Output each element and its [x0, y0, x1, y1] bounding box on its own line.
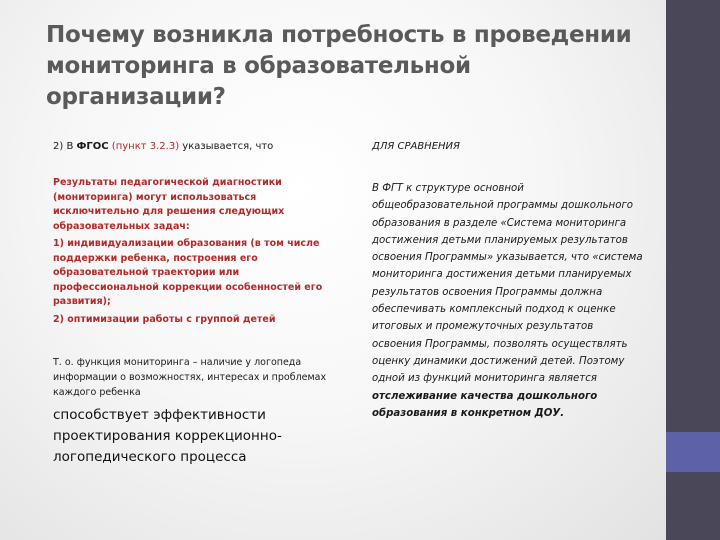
comparison-heading: ДЛЯ СРАВНЕНИЯ	[372, 141, 460, 152]
slide-title: Почему возникла потребность в проведении мониторинга в образовательной организации?	[46, 22, 632, 110]
task-1: 1) индивидуализации образования (в том числе поддержки ребенка, построения его образовательной траектории или профессиональной коррекции особенностей его развития);	[53, 238, 323, 307]
intro-fgos: ФГОС	[76, 141, 109, 152]
comparison-body	[372, 180, 644, 422]
results-intro: Результаты педагогической диагностики (мониторинга) могут использоваться исключительно для решения следующих образовательных задач:	[53, 177, 285, 232]
task-2: 2) оптимизации работы с группой детей	[53, 313, 276, 325]
comparison-body-text: В ФГТ к структуре основной общеобразовательной программы дошкольного образования в разделе «Система мониторинга достижения детьми планируемых результатов освоения Программы» указывается, что «система мониторинга достижения детьми планируемых результатов освоения Программы должна обеспечивать комплексный подход к оценке итоговых и промежуточных результатов освоения Программы, позволять осуществлять оценку динамики достижений детей. Поэтому одной из функций мониторинга является	[372, 183, 643, 385]
intro-prefix: 2) В	[53, 141, 77, 152]
emphasis-text: способствует эффективности проектирования коррекционно-логопедического процесса	[53, 407, 282, 465]
results-block	[53, 176, 343, 327]
left-intro	[53, 141, 353, 152]
comparison-body-emphasis: отслеживание качества дошкольного образования в конкретном ДОУ.	[372, 390, 598, 419]
sidebar-accent-block	[666, 432, 720, 472]
monitoring-note: Т. о. функция мониторинга – наличие у логопеда информации о возможностях, интересах и проблемах каждого ребенка	[53, 357, 327, 398]
intro-suffix: указывается, что	[179, 141, 274, 152]
intro-clause: (пункт 3.2.3)	[108, 141, 180, 152]
